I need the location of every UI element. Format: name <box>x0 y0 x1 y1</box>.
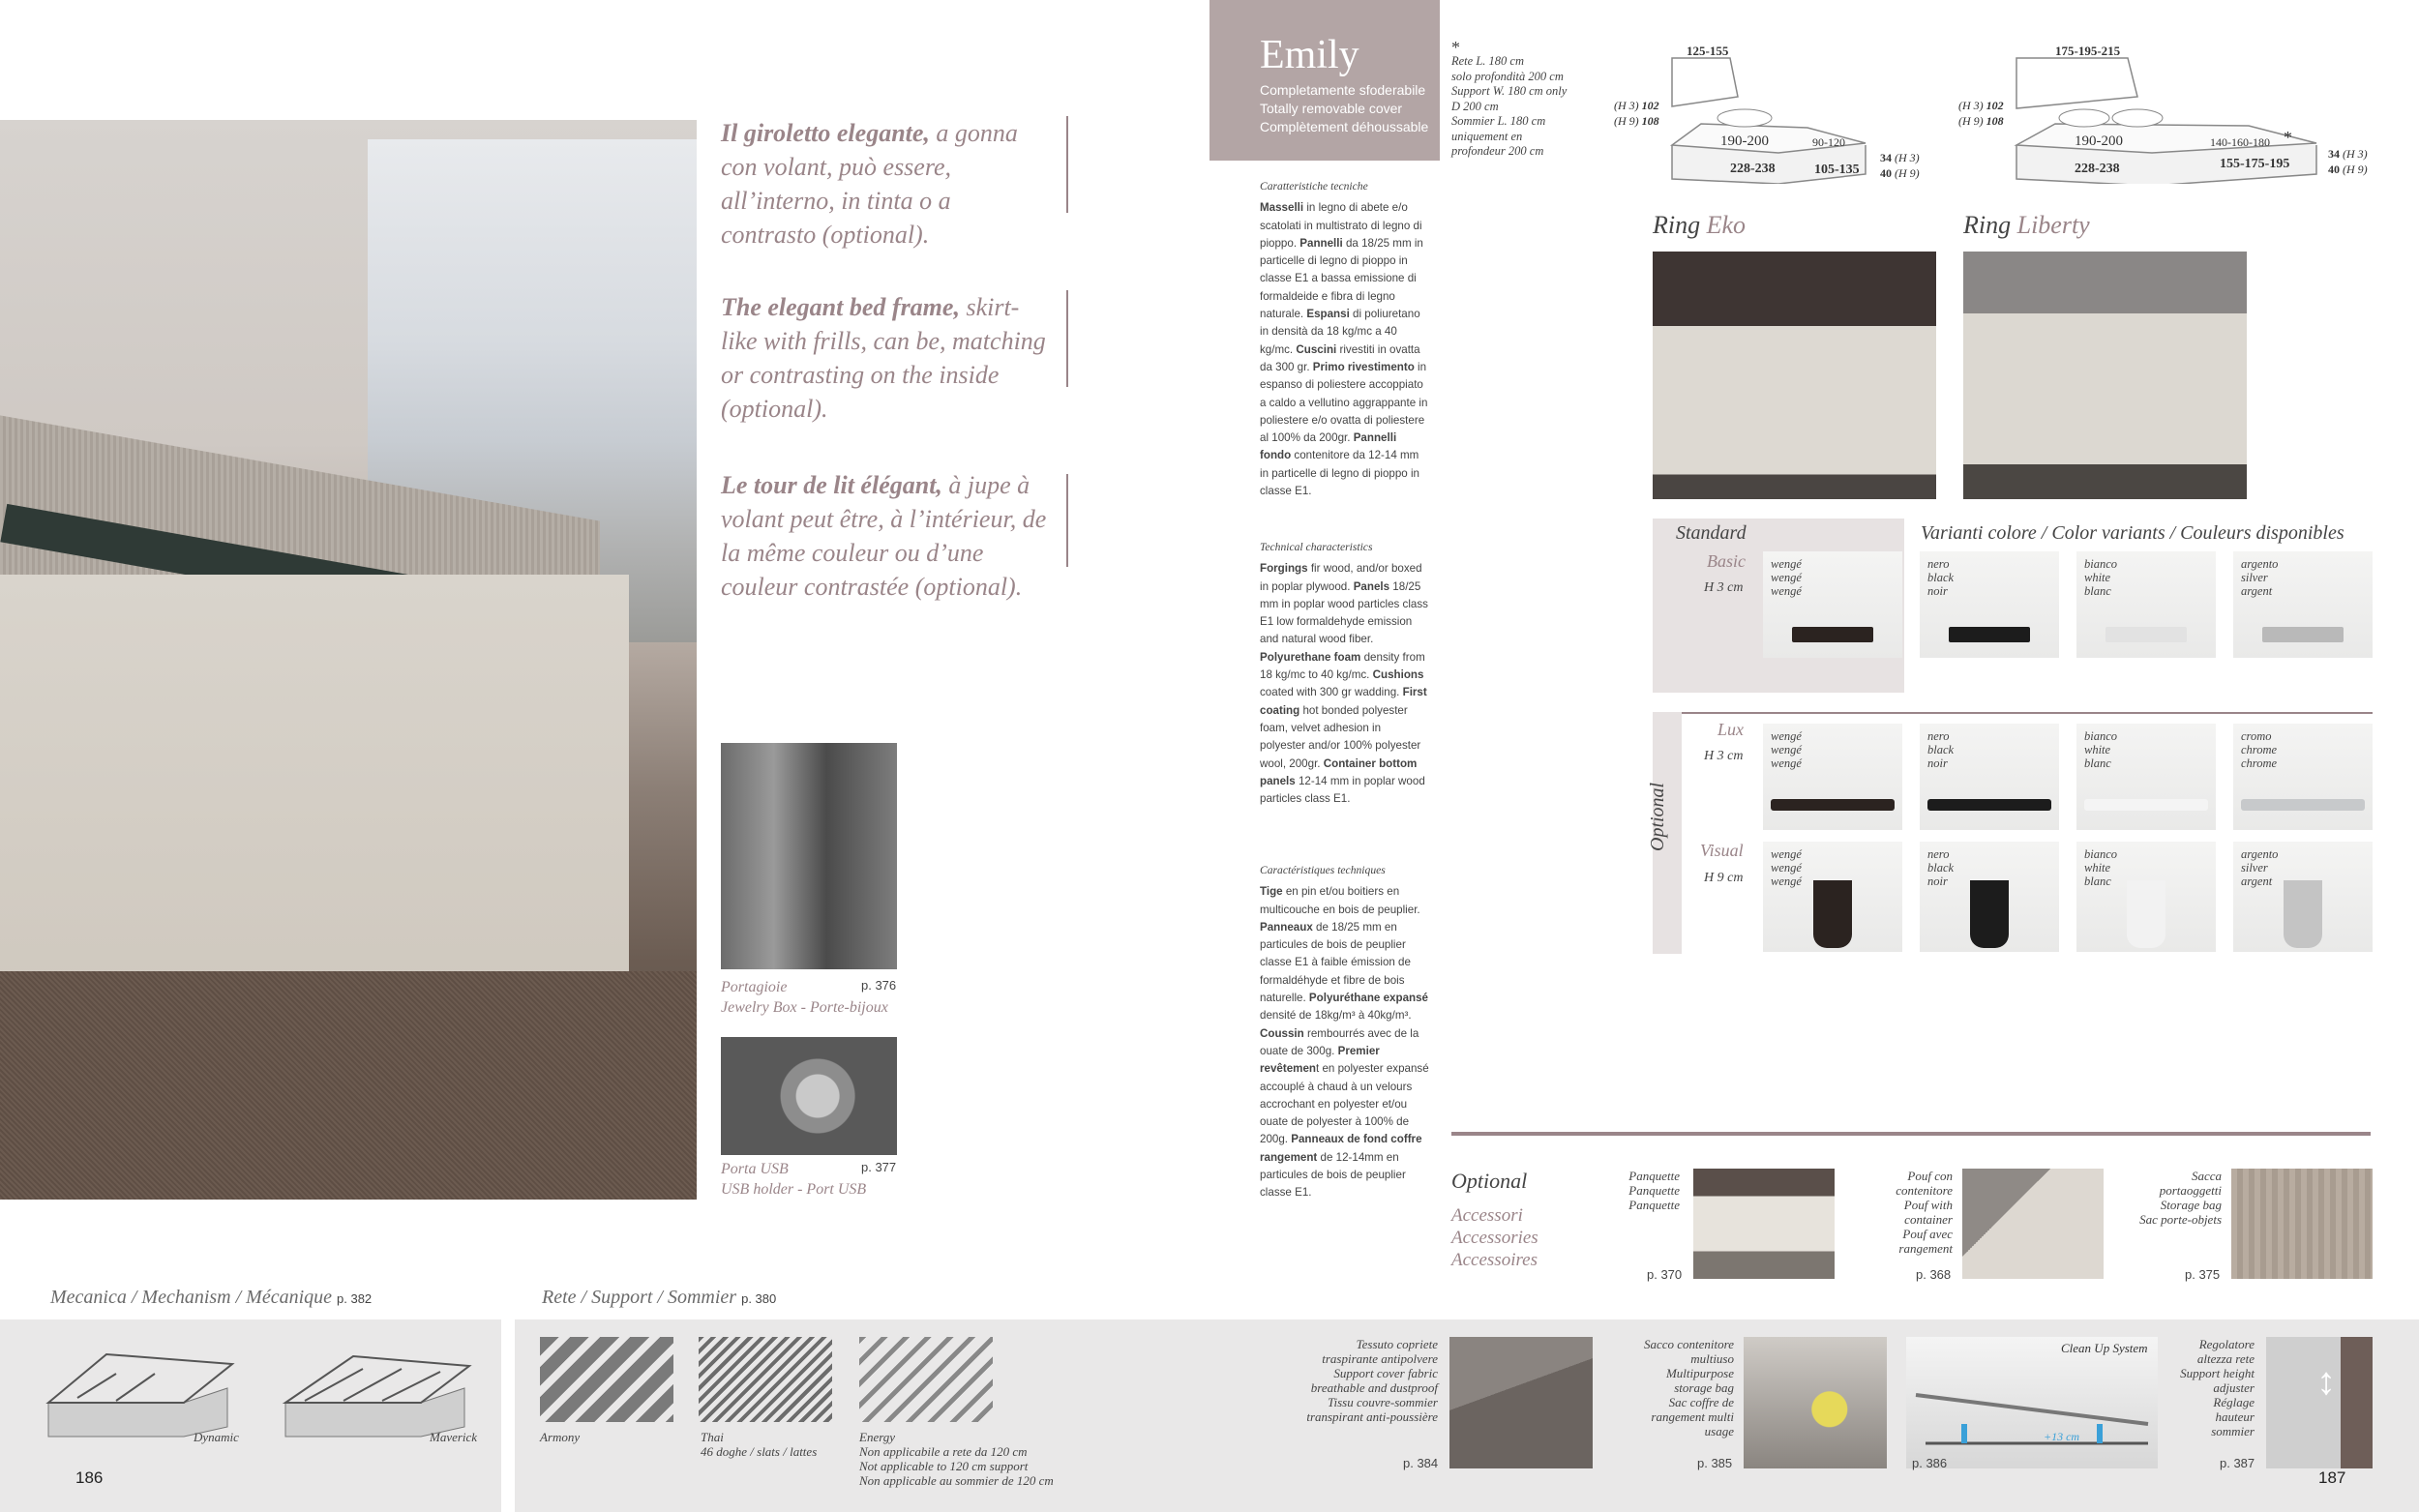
accessories-subtitle <box>1451 1204 1538 1271</box>
extra-adjuster-page: p. 387 <box>2220 1456 2255 1470</box>
dim-mattress-width: 90-120 <box>1812 135 1845 149</box>
footnote-line: Support W. 180 cm only <box>1451 84 1568 98</box>
support-armony-label: Armony <box>540 1430 581 1444</box>
dim-label: (H 9) <box>2343 163 2368 176</box>
bed-lift-icon <box>276 1345 479 1441</box>
caption-line: Sacca <box>2191 1169 2222 1183</box>
page-number-left: 186 <box>75 1468 104 1487</box>
usb-caption-it: Porta USB <box>721 1161 789 1177</box>
ring-title-b: Liberty <box>2016 211 2090 239</box>
accessory-pouf-page: p. 368 <box>1916 1267 1952 1282</box>
cleanup-measure: +13 cm <box>2044 1430 2080 1443</box>
extra-bag-page: p. 385 <box>1697 1456 1733 1470</box>
accessory-bench-caption <box>1598 1169 1680 1212</box>
swatch-label-line: silver <box>2241 571 2268 584</box>
extra-cover-page: p. 384 <box>1403 1456 1439 1470</box>
hero-carpet <box>0 971 697 1200</box>
swatch-label-line: bianco <box>2084 557 2118 571</box>
tech-term: Espansi <box>1306 308 1350 321</box>
support-name: Energy <box>859 1430 896 1444</box>
footnote-line: uniquement en <box>1451 129 1523 143</box>
caption-line: Regolatore <box>2198 1337 2255 1351</box>
bed-foot-shape <box>1813 880 1852 948</box>
bed-foot-shape <box>1949 627 2030 642</box>
tech-text: hot bonded polyester foam, velvet adhesion in polyester and/or 100% polyester wool, 200gr. <box>1260 703 1421 770</box>
feet-swatch <box>2076 842 2216 952</box>
extra-cover-photo <box>1449 1337 1593 1468</box>
dim-value: 108 <box>1986 114 2004 128</box>
feet-swatch <box>2233 842 2373 952</box>
dim-value: 34 <box>1880 151 1892 164</box>
mechanism-dynamic-label: Dynamic <box>194 1430 239 1444</box>
swatch-label <box>2241 847 2278 888</box>
tech-text: contenitore da 12-14 mm in particelle di legno di pioppo in classe E1. <box>1260 449 1420 498</box>
swatch-label-line: wengé <box>1771 756 1802 770</box>
swatch-label-line: argent <box>2241 875 2273 888</box>
support-thai-drawing <box>699 1337 832 1422</box>
tech-text: in legno di abete e/o scatolati in multistrato di legno di pioppo. <box>1260 201 1422 250</box>
caption-line: Support cover fabric <box>1333 1366 1438 1380</box>
caption-line: container <box>1904 1212 1953 1227</box>
quote-italian <box>721 116 1050 252</box>
swatch-label-line: nero <box>1927 847 1950 861</box>
dimension-diagram-large <box>1958 39 2384 184</box>
swatch-label-line: chrome <box>2241 743 2278 756</box>
dim-bed-width: 155-175-195 <box>2220 157 2290 171</box>
caption-line: Pouf con <box>1907 1169 1953 1183</box>
caption-line: rangement <box>1898 1241 1953 1256</box>
product-title-block <box>1210 0 1440 161</box>
swatch-label-line: white <box>2084 861 2111 875</box>
tech-text: en pin et/ou boitiers en multicouche en bois de peuplier. <box>1260 885 1420 916</box>
tech-french-title: Caractéristiques techniques <box>1260 864 1386 876</box>
cleanup-diagram <box>1906 1337 2158 1468</box>
arrow-up-down-icon: ↕ <box>2316 1360 2336 1403</box>
bed-foot-shape <box>1771 799 1895 811</box>
support-energy-drawing <box>859 1337 993 1422</box>
swatch-label-line: black <box>1927 861 1955 875</box>
caption-line: Tissu couvre-sommier <box>1328 1395 1438 1409</box>
tech-text: de 12-14mm en particules de bois de peuplier classe E1. <box>1260 1150 1406 1200</box>
tech-italian-body <box>1260 199 1429 500</box>
feet-basic-height: H 3 cm <box>1704 580 1744 595</box>
accessory-bag-photo <box>2231 1169 2373 1279</box>
caption-line: Pouf with <box>1903 1198 1953 1212</box>
caption-line: transpirant anti-poussière <box>1306 1409 1438 1424</box>
dim-headboard-width: 175-195-215 <box>2055 44 2121 58</box>
support-sub: Not applicable to 120 cm support <box>859 1459 1029 1473</box>
caption-line: storage bag <box>1674 1380 1734 1395</box>
swatch-label-line: cromo <box>2241 729 2272 743</box>
caption-line: traspirante antipolvere <box>1322 1351 1438 1366</box>
feet-swatch <box>1763 551 1902 658</box>
tech-text: coated with 300 gr wadding. <box>1260 686 1403 699</box>
tech-term: Container bottom panels <box>1260 756 1418 787</box>
dim-height-h3 <box>1958 99 2004 113</box>
dim-label: (H 9) <box>1958 114 1984 128</box>
swatch-label-line: blanc <box>2084 875 2111 888</box>
tech-english-body <box>1260 560 1429 808</box>
tech-term: Pannelli fondo <box>1260 431 1397 462</box>
dim-mattress-width: 140-160-180 <box>2210 135 2270 149</box>
tech-term: Forgings <box>1260 562 1308 576</box>
footnote-line: Sommier L. 180 cm <box>1451 114 1546 128</box>
tech-text: de 18/25 mm en particules de bois de peuplier classe E1 à faible émission de formaldéhyde et fibre de bois naturelle. <box>1260 920 1411 1005</box>
cleanup-label: Clean Up System <box>2061 1341 2148 1355</box>
ring-eko-photo <box>1653 252 1936 499</box>
support-page: p. 380 <box>741 1291 777 1306</box>
feet-visual-label: Visual <box>1700 841 1744 860</box>
caption-line: Storage bag <box>2160 1198 2222 1212</box>
dim-side-h9 <box>1880 166 1920 181</box>
swatch-label-line: nero <box>1927 557 1950 571</box>
support-title <box>542 1287 776 1309</box>
swatch-label <box>2084 729 2117 770</box>
feet-swatch <box>1920 551 2059 658</box>
tech-term: First coating <box>1260 686 1427 717</box>
accessories-title: Optional <box>1451 1169 1528 1193</box>
feet-swatch <box>1763 724 1902 830</box>
dim-label: (H 3) <box>1614 99 1639 112</box>
swatch-label-line: black <box>1927 743 1955 756</box>
bed-foot-shape <box>2241 799 2365 811</box>
swatch-label-line: argento <box>2241 847 2279 861</box>
support-sub: Non applicabile a rete da 120 cm <box>859 1444 1028 1459</box>
dim-mattress-length: 190-200 <box>1720 133 1769 149</box>
caption-line: Panquette <box>1628 1183 1680 1198</box>
usb-caption-en: USB holder - Port USB <box>721 1181 867 1198</box>
dim-label: (H 3) <box>2343 147 2368 161</box>
tech-french <box>1260 862 1429 1202</box>
footnote-line: Rete L. 180 cm <box>1451 54 1524 68</box>
dimension-diagram-small <box>1614 39 1933 184</box>
extra-cover-caption <box>1283 1337 1438 1424</box>
caption-line: altezza rete <box>2196 1351 2255 1366</box>
accessory-bag-page: p. 375 <box>2185 1267 2221 1282</box>
quote-divider <box>1066 290 1068 387</box>
support-sub: 46 doghe / slats / lattes <box>701 1444 818 1459</box>
mechanism-maverick-label: Maverick <box>430 1430 478 1444</box>
caption-line: portaoggetti <box>2159 1183 2222 1198</box>
dim-height-h9 <box>1958 114 2004 129</box>
tech-term: Coussin <box>1260 1026 1304 1040</box>
product-feature-it: Completamente sfoderabile <box>1260 82 1426 98</box>
accessory-bench-photo <box>1693 1169 1835 1279</box>
feet-swatch <box>2076 724 2216 830</box>
feet-optional-label: Optional <box>1647 782 1668 851</box>
swatch-label-line: noir <box>1927 875 1948 888</box>
tech-italian <box>1260 178 1429 500</box>
caption-line: Sacco contenitore <box>1643 1337 1734 1351</box>
extra-bag-caption <box>1635 1337 1734 1438</box>
bed-foot-shape <box>2284 880 2322 948</box>
swatch-label-line: argent <box>2241 584 2273 598</box>
feet-swatch <box>1920 842 2059 952</box>
extra-adjuster-caption <box>2167 1337 2255 1438</box>
caption-line: Sac coffre de <box>1668 1395 1734 1409</box>
swatch-label-line: blanc <box>2084 756 2111 770</box>
optional-divider <box>1653 712 2373 714</box>
tech-term: Primo rivestimento <box>1312 360 1415 373</box>
swatch-label-line: wengé <box>1771 584 1802 598</box>
quote-english-bold: The elegant bed frame, <box>721 293 960 321</box>
tech-english-title: Technical characteristics <box>1260 541 1373 553</box>
bed-outline-drawing <box>1958 39 2384 184</box>
dim-mattress-length: 190-200 <box>2075 133 2123 149</box>
tech-term: Panels <box>1353 579 1390 593</box>
dim-height-h9 <box>1614 114 1659 129</box>
quote-french-text: à jupe à volant peut être, à l’intérieur, de la même couleur ou d’une couleur contrastée (optional). <box>721 471 1047 601</box>
bed-foot-shape <box>1970 880 2009 948</box>
mechanism-page: p. 382 <box>337 1291 373 1306</box>
quote-italian-bold: Il giroletto elegante, <box>721 119 930 147</box>
dim-bed-length: 228-238 <box>1730 162 1776 176</box>
tech-text: densité de 18kg/m³ à 40kg/m³. <box>1260 1009 1412 1023</box>
feet-basic-label: Basic <box>1707 551 1746 571</box>
tech-italian-title: Caratteristiche tecniche <box>1260 180 1368 193</box>
tech-text: density from 18 kg/mc to 40 kg/mc. <box>1260 650 1425 682</box>
accessories-sub-it: Accessori <box>1451 1205 1523 1226</box>
jewelry-box-photo <box>721 743 897 969</box>
swatch-label-line: wengé <box>1771 729 1802 743</box>
swatch-label <box>2084 847 2117 888</box>
swatch-label-line: wengé <box>1771 875 1802 888</box>
quote-french <box>721 468 1050 604</box>
tech-term: Cushions <box>1372 668 1424 682</box>
tech-french-body <box>1260 883 1429 1201</box>
swatch-label <box>2241 729 2277 770</box>
quote-english <box>721 290 1050 426</box>
tech-text: rivestiti in ovatta da 300 gr. <box>1260 342 1420 373</box>
swatch-label-line: noir <box>1927 756 1948 770</box>
swatch-label <box>1771 729 1802 770</box>
caption-line: Panquette <box>1628 1169 1680 1183</box>
dim-value: 40 <box>2328 163 2340 176</box>
accessory-bench-page: p. 370 <box>1647 1267 1683 1282</box>
tech-term: Premier revêtemen <box>1260 1044 1380 1076</box>
caption-line: Support height <box>2180 1366 2255 1380</box>
bed-foot-shape <box>2262 627 2344 642</box>
swatch-label-line: chrome <box>2241 756 2278 770</box>
bed-foot-shape <box>2105 627 2187 642</box>
swatch-label-line: white <box>2084 571 2111 584</box>
caption-line: adjuster <box>2213 1380 2255 1395</box>
usb-holder-photo <box>721 1037 897 1155</box>
dim-value: 40 <box>1880 166 1892 180</box>
feet-swatch <box>2233 551 2373 658</box>
swatch-label <box>1927 557 1954 598</box>
tech-text: da 18/25 mm in particelle di legno di pioppo in classe E1 a bassa emissione di formaldeide e fibra di legno naturale. <box>1260 236 1423 321</box>
bed-lift-icon <box>39 1345 242 1441</box>
dim-side-h3 <box>1880 151 1920 165</box>
caption-line: Réglage <box>2213 1395 2255 1409</box>
dim-star: * <box>2284 128 2292 147</box>
footnote-line: D 200 cm <box>1451 99 1499 113</box>
tech-text: fir wood, and/or boxed in poplar plywood. <box>1260 562 1422 593</box>
footnote-line: solo profondità 200 cm <box>1451 69 1564 83</box>
product-name: Emily <box>1260 33 1359 77</box>
tech-term: Polyuréthane expansé <box>1308 992 1428 1005</box>
caption-line: multiuso <box>1690 1351 1734 1366</box>
tech-term: Panneaux <box>1260 920 1313 934</box>
dim-side-h9 <box>2328 163 2368 177</box>
mechanism-title <box>50 1287 372 1309</box>
swatch-label-line: silver <box>2241 861 2268 875</box>
jewelry-page-ref: p. 376 <box>861 978 897 993</box>
swatch-label-line: noir <box>1927 584 1948 598</box>
caption-line: rangement multi <box>1651 1409 1734 1424</box>
hero-bedroom-photo <box>0 120 697 1200</box>
tech-term: Pannelli <box>1299 236 1343 250</box>
swatch-label-line: blanc <box>2084 584 2111 598</box>
tech-text: rembourrés avec de la ouate de 300g. <box>1260 1026 1419 1057</box>
page-number-right: 187 <box>2318 1468 2346 1487</box>
swatch-label <box>2084 557 2117 598</box>
mechanism-title-text: Mecanica / Mechanism / Mécanique <box>50 1287 333 1308</box>
feet-lux-height: H 3 cm <box>1704 749 1744 763</box>
swatch-label-line: bianco <box>2084 847 2118 861</box>
footnote <box>1451 38 1606 160</box>
ring-title-a: Ring <box>1653 211 1701 239</box>
dim-value: 102 <box>1986 99 2004 112</box>
mechanism-maverick-drawing <box>276 1345 479 1441</box>
swatch-label <box>1771 847 1802 888</box>
color-variants-title: Varianti colore / Color variants / Couleurs disponibles <box>1921 522 2344 544</box>
dim-bed-width: 105-135 <box>1814 163 1860 177</box>
tech-text: 12-14 mm in poplar wood particles class E1. <box>1260 774 1425 806</box>
quote-french-bold: Le tour de lit élégant, <box>721 471 942 499</box>
feet-swatch <box>2233 724 2373 830</box>
bed-foot-shape <box>2127 880 2165 948</box>
ring-liberty-title <box>1963 211 2090 240</box>
caption-line: contenitore <box>1896 1183 1953 1198</box>
feet-standard-label: Standard <box>1676 522 1747 544</box>
accessories-sub-fr: Accessoires <box>1451 1250 1538 1270</box>
dim-side-h3 <box>2328 147 2368 162</box>
caption-line: Panquette <box>1628 1198 1680 1212</box>
bed-foot-shape <box>1927 799 2051 811</box>
swatch-label <box>1927 847 1954 888</box>
swatch-label-line: wengé <box>1771 847 1802 861</box>
tech-term: Masselli <box>1260 201 1304 215</box>
ring-eko-title <box>1653 211 1746 240</box>
swatch-label-line: white <box>2084 743 2111 756</box>
jewelry-caption-en: Jewelry Box - Porte-bijoux <box>721 999 888 1016</box>
product-feature-en: Totally removable cover <box>1260 101 1403 116</box>
tech-text: in espanso di poliestere accoppiato a caldo a vellutino aggrappante in poliestere e/o ovatta di poliestere al 100% da 200gr. <box>1260 360 1428 445</box>
caption-line: Tessuto copriete <box>1356 1337 1438 1351</box>
accessory-bag-caption <box>2129 1169 2222 1227</box>
support-sub: Non applicable au sommier de 120 cm <box>859 1473 1054 1488</box>
footnote-star: * <box>1451 38 1460 57</box>
quote-english-text: skirt-like with frills, can be, matching or contrasting on the inside (optional). <box>721 293 1046 423</box>
dim-bed-length: 228-238 <box>2075 162 2120 176</box>
swatch-label-line: wengé <box>1771 571 1802 584</box>
quote-divider <box>1066 474 1068 567</box>
dim-value: 34 <box>2328 147 2340 161</box>
tech-term: Panneaux de fond coffre rangement <box>1260 1133 1422 1164</box>
swatch-label <box>1771 557 1802 598</box>
ring-liberty-photo <box>1963 252 2247 499</box>
tech-english <box>1260 539 1429 808</box>
usb-caption <box>721 1159 866 1200</box>
dim-label: (H 3) <box>1958 99 1984 112</box>
tech-text: t en polyester expansé accouplé à chaud à un velours accrochant en polyester et/ou ouate de polyester à 100% de 200g. <box>1260 1062 1429 1146</box>
mechanism-dynamic-drawing <box>39 1345 242 1441</box>
feet-swatch <box>1920 724 2059 830</box>
product-feature-fr: Complètement déhoussable <box>1260 119 1429 134</box>
usb-page-ref: p. 377 <box>861 1160 897 1174</box>
tech-term: Cuscini <box>1296 342 1337 356</box>
tech-term: Polyurethane foam <box>1260 650 1361 664</box>
extra-bag-photo <box>1744 1337 1887 1468</box>
extra-adjuster-photo <box>2266 1337 2373 1468</box>
feet-swatch <box>1763 842 1902 952</box>
caption-line: sommier <box>2211 1424 2255 1438</box>
quote-italian-text: a gonna con volant, può essere, all’interno, in tinta o a contrasto (optional). <box>721 119 1018 249</box>
swatch-label-line: argento <box>2241 557 2279 571</box>
quote-divider <box>1066 116 1068 213</box>
feet-visual-height: H 9 cm <box>1704 871 1744 885</box>
dim-value: 108 <box>1641 114 1659 128</box>
accessories-divider <box>1451 1132 2371 1136</box>
tech-text: 18/25 mm in poplar wood particles class E1 low formaldehyde emission and natural wood fiber. <box>1260 579 1428 646</box>
accessories-sub-en: Accessories <box>1451 1228 1538 1248</box>
feet-swatch <box>2076 551 2216 658</box>
jewelry-caption-it: Portagioie <box>721 979 788 995</box>
footnote-line: profondeur 200 cm <box>1451 144 1544 158</box>
dim-headboard-width: 125-155 <box>1687 44 1729 58</box>
accessory-pouf-photo <box>1962 1169 2104 1279</box>
caption-line: Multipurpose <box>1665 1366 1734 1380</box>
extra-cleanup-page: p. 386 <box>1912 1456 1948 1470</box>
swatch-label-line: wengé <box>1771 743 1802 756</box>
support-name: Thai <box>701 1430 724 1444</box>
dim-height-h3 <box>1614 99 1659 113</box>
support-energy-label <box>859 1430 1054 1488</box>
swatch-label <box>2241 557 2278 598</box>
caption-line: usage <box>1704 1424 1734 1438</box>
accessory-pouf-caption <box>1879 1169 1953 1256</box>
dim-label: (H 9) <box>1614 114 1639 128</box>
dim-value: 102 <box>1641 99 1659 112</box>
support-thai-label <box>701 1430 817 1459</box>
dim-label: (H 3) <box>1895 151 1920 164</box>
ring-title-a: Ring <box>1963 211 2012 239</box>
swatch-label-line: black <box>1927 571 1955 584</box>
caption-line: hauteur <box>2215 1409 2255 1424</box>
support-armony-drawing <box>540 1337 673 1422</box>
feet-lux-label: Lux <box>1717 720 1744 739</box>
bed-foot-shape <box>2084 799 2208 811</box>
caption-line: Pouf avec <box>1902 1227 1953 1241</box>
bed-foot-shape <box>1792 627 1873 642</box>
caption-line: Sac porte-objets <box>2139 1212 2222 1227</box>
support-title-text: Rete / Support / Sommier <box>542 1287 737 1308</box>
dim-label: (H 9) <box>1895 166 1920 180</box>
swatch-label-line: wengé <box>1771 557 1802 571</box>
swatch-label-line: nero <box>1927 729 1950 743</box>
swatch-label-line: bianco <box>2084 729 2118 743</box>
tech-text: di poliuretano in densità da 18 kg/mc a 40 kg/mc. <box>1260 308 1420 356</box>
extra-cleanup-photo <box>1906 1337 2158 1468</box>
ring-title-b: Eko <box>1706 211 1747 239</box>
caption-line: breathable and dustproof <box>1310 1380 1438 1395</box>
swatch-label <box>1927 729 1954 770</box>
swatch-label-line: wengé <box>1771 861 1802 875</box>
tech-term: Tige <box>1260 885 1283 899</box>
